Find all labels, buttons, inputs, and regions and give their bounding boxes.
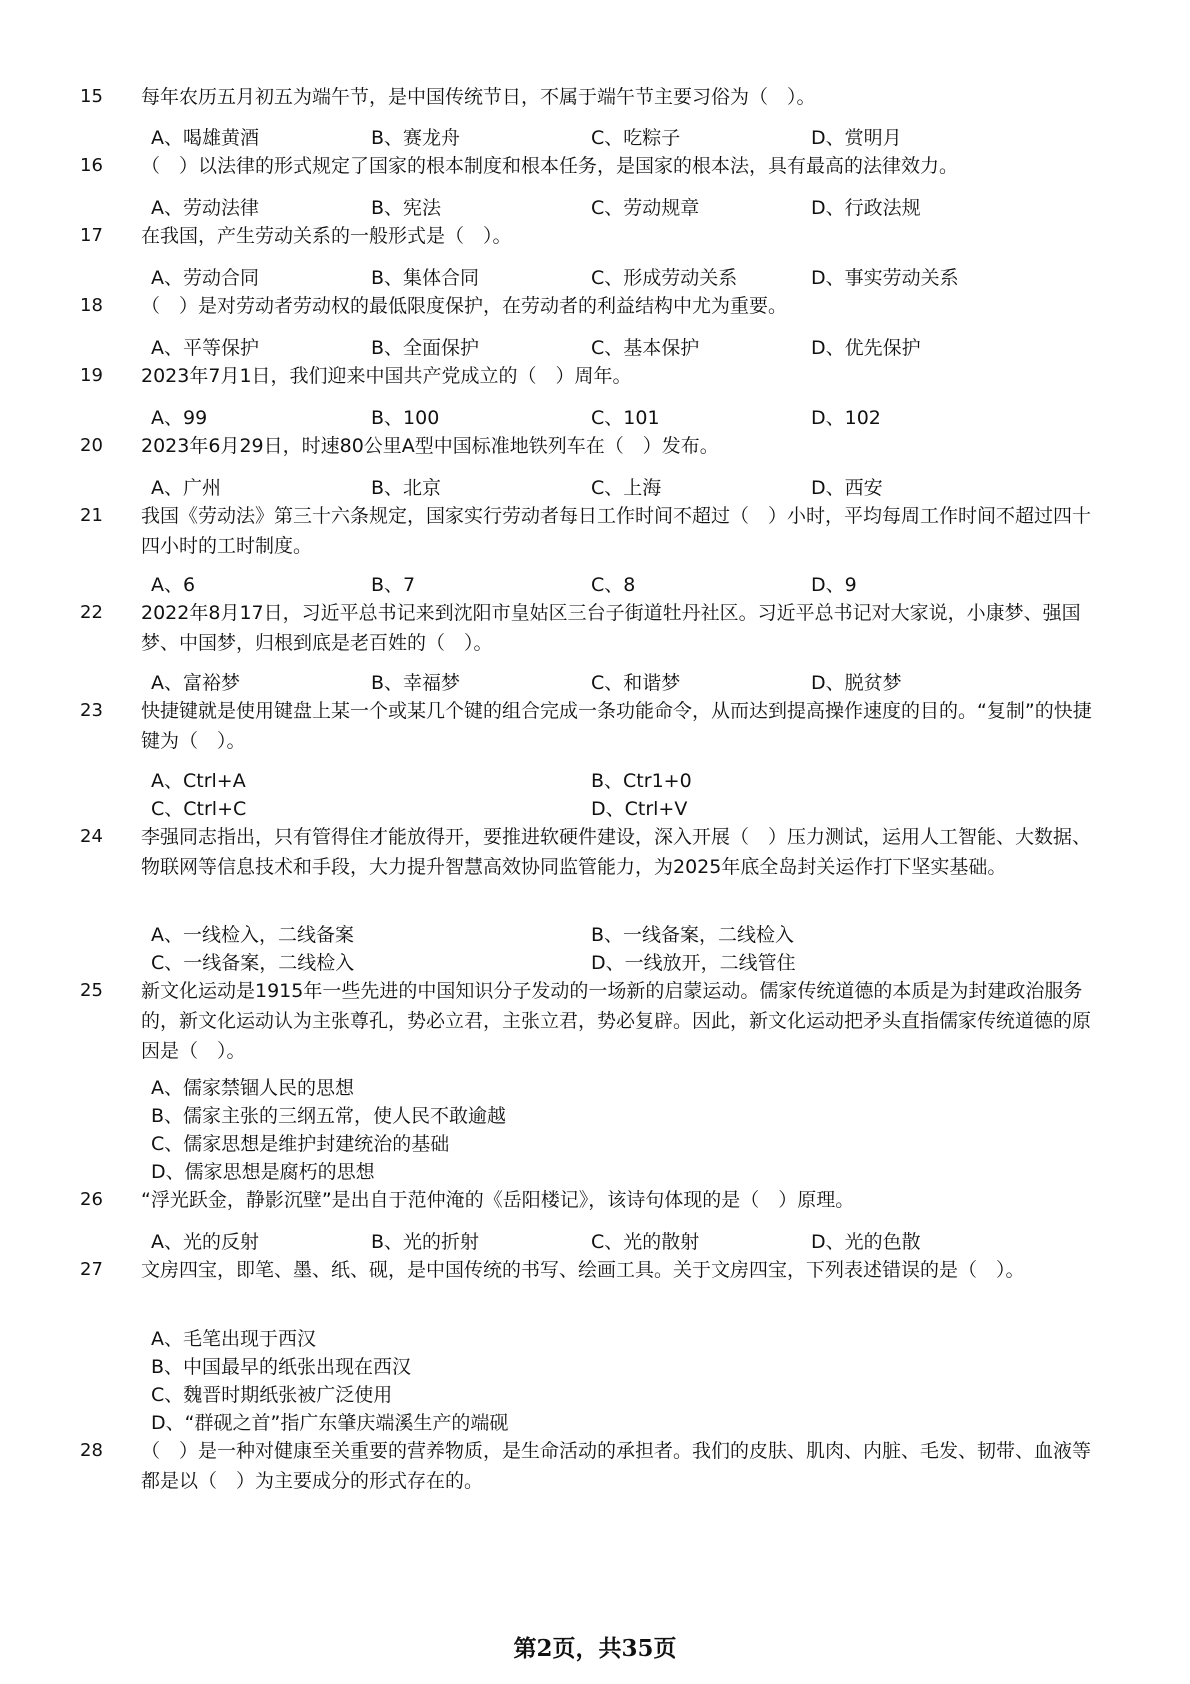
option-b: B、中国最早的纸张出现在西汉 (151, 1356, 412, 1378)
option-b: B、儒家主张的三纲五常，使人民不敢逾越 (151, 1105, 507, 1127)
question-number: 15 (80, 86, 103, 107)
question-number: 17 (80, 225, 103, 246)
option-a: A、6 (151, 574, 196, 596)
option-c: C、和谐梦 (591, 672, 681, 694)
question-number: 18 (80, 295, 103, 316)
option-d: D、9 (811, 574, 857, 596)
option-a: A、光的反射 (151, 1231, 259, 1253)
option-d: D、脱贫梦 (811, 672, 902, 694)
option-c: C、劳动规章 (591, 197, 700, 219)
option-a: A、富裕梦 (151, 672, 240, 694)
option-b: B、Ctr1+0 (591, 770, 692, 792)
question-stem: 在我国，产生劳动关系的一般形式是（ ）。 (141, 225, 512, 247)
question-stem: 2023年6月29日，时速80公里A型中国标准地铁列车在（ ）发布。 (141, 435, 719, 457)
option-c: C、8 (591, 574, 636, 596)
question-stem: 每年农历五月初五为端午节，是中国传统节日，不属于端午节主要习俗为（ ）。 (141, 86, 816, 108)
option-c: C、101 (591, 407, 660, 429)
question-number: 19 (80, 365, 103, 386)
question-number: 24 (80, 826, 103, 847)
question-number: 28 (80, 1440, 103, 1461)
question-stem: 快捷键就是使用键盘上某一个或某几个键的组合完成一条功能命令，从而达到提高操作速度的目的。“复制”的快捷键为（ ）。 (141, 700, 1092, 752)
question-stem: 2022年8月17日，习近平总书记来到沈阳市皇姑区三台子街道牡丹社区。习近平总书记对大家说，小康梦、强国梦、中国梦，归根到底是老百姓的（ ）。 (141, 602, 1081, 654)
option-c: C、一线备案，二线检入 (151, 952, 355, 974)
option-c: C、上海 (591, 477, 662, 499)
question-number: 23 (80, 700, 103, 721)
option-a: A、99 (151, 407, 208, 429)
option-c: C、形成劳动关系 (591, 267, 738, 289)
option-a: A、广州 (151, 477, 221, 499)
option-b: B、宪法 (371, 197, 442, 219)
option-d: D、光的色散 (811, 1231, 921, 1253)
option-b: B、北京 (371, 477, 442, 499)
option-c: C、儒家思想是维护封建统治的基础 (151, 1133, 450, 1155)
option-c: C、吃粽子 (591, 127, 681, 149)
option-d: D、儒家思想是腐朽的思想 (151, 1161, 375, 1183)
option-b: B、7 (371, 574, 416, 596)
question-number: 21 (80, 505, 103, 526)
option-c: C、Ctrl+C (151, 798, 247, 820)
question-stem: 2023年7月1日，我们迎来中国共产党成立的（ ）周年。 (141, 365, 632, 387)
option-c: C、基本保护 (591, 337, 700, 359)
question-number: 20 (80, 435, 103, 456)
question-number: 26 (80, 1189, 103, 1210)
option-a: A、儒家禁锢人民的思想 (151, 1077, 354, 1099)
question-number: 16 (80, 155, 103, 176)
option-a: A、劳动法律 (151, 197, 259, 219)
option-b: B、一线备案，二线检入 (591, 924, 795, 946)
page-footer: 第2页，共35页 (513, 1635, 677, 1662)
option-d: D、西安 (811, 477, 883, 499)
option-d: D、事实劳动关系 (811, 267, 959, 289)
option-d: D、102 (811, 407, 881, 429)
option-b: B、集体合同 (371, 267, 480, 289)
option-a: A、毛笔出现于西汉 (151, 1328, 316, 1350)
question-stem: “浮光跃金，静影沉壁”是出自于范仲淹的《岳阳楼记》，该诗句体现的是（ ）原理。 (141, 1189, 855, 1211)
question-stem: （ ）是一种对健康至关重要的营养物质，是生命活动的承担者。我们的皮肤、肌肉、内脏、毛发、韧带、血液等都是以（ ）为主要成分的形式存在的。 (141, 1440, 1092, 1492)
question-stem: 李强同志指出，只有管得住才能放得开，要推进软硬件建设，深入开展（ ）压力测试，运用人工智能、大数据、物联网等信息技术和手段，大力提升智慧高效协同监管能力，为2025年底全岛封关运作打下坚实基础。 (141, 826, 1092, 878)
option-d: D、一线放开，二线管住 (591, 952, 796, 974)
option-b: B、光的折射 (371, 1231, 480, 1253)
option-d: D、“群砚之首”指广东肇庆端溪生产的端砚 (151, 1412, 509, 1434)
question-stem: 我国《劳动法》第三十六条规定，国家实行劳动者每日工作时间不超过（ ）小时，平均每周工作时间不超过四十四小时的工时制度。 (141, 505, 1092, 557)
option-b: B、赛龙舟 (371, 127, 461, 149)
option-d: D、优先保护 (811, 337, 921, 359)
question-stem: （ ）以法律的形式规定了国家的根本制度和根本任务，是国家的根本法，具有最高的法律效力。 (141, 155, 959, 177)
option-a: A、一线检入，二线备案 (151, 924, 354, 946)
question-stem: （ ）是对劳动者劳动权的最低限度保护，在劳动者的利益结构中尤为重要。 (141, 295, 788, 317)
option-a: A、Ctrl+A (151, 770, 246, 792)
option-d: D、行政法规 (811, 197, 921, 219)
option-d: D、赏明月 (811, 127, 902, 149)
question-stem: 新文化运动是1915年一些先进的中国知识分子发动的一场新的启蒙运动。儒家传统道德的本质是为封建政治服务的，新文化运动认为主张尊孔，势必立君，主张立君，势必复辟。因此，新文化运动把矛头直指儒家传统道德的原因是（ ）。 (141, 980, 1092, 1062)
question-number: 22 (80, 602, 103, 623)
option-a: A、平等保护 (151, 337, 259, 359)
option-b: B、全面保护 (371, 337, 480, 359)
option-d: D、Ctrl+V (591, 798, 688, 820)
option-b: B、幸福梦 (371, 672, 461, 694)
option-c: C、光的散射 (591, 1231, 700, 1253)
option-a: A、喝雄黄酒 (151, 127, 259, 149)
option-a: A、劳动合同 (151, 267, 259, 289)
question-number: 25 (80, 980, 103, 1001)
question-number: 27 (80, 1259, 103, 1280)
option-c: C、魏晋时期纸张被广泛使用 (151, 1384, 393, 1406)
option-b: B、100 (371, 407, 440, 429)
question-stem: 文房四宝，即笔、墨、纸、砚，是中国传统的书写、绘画工具。关于文房四宝，下列表述错误的是（ ）。 (141, 1259, 1025, 1281)
